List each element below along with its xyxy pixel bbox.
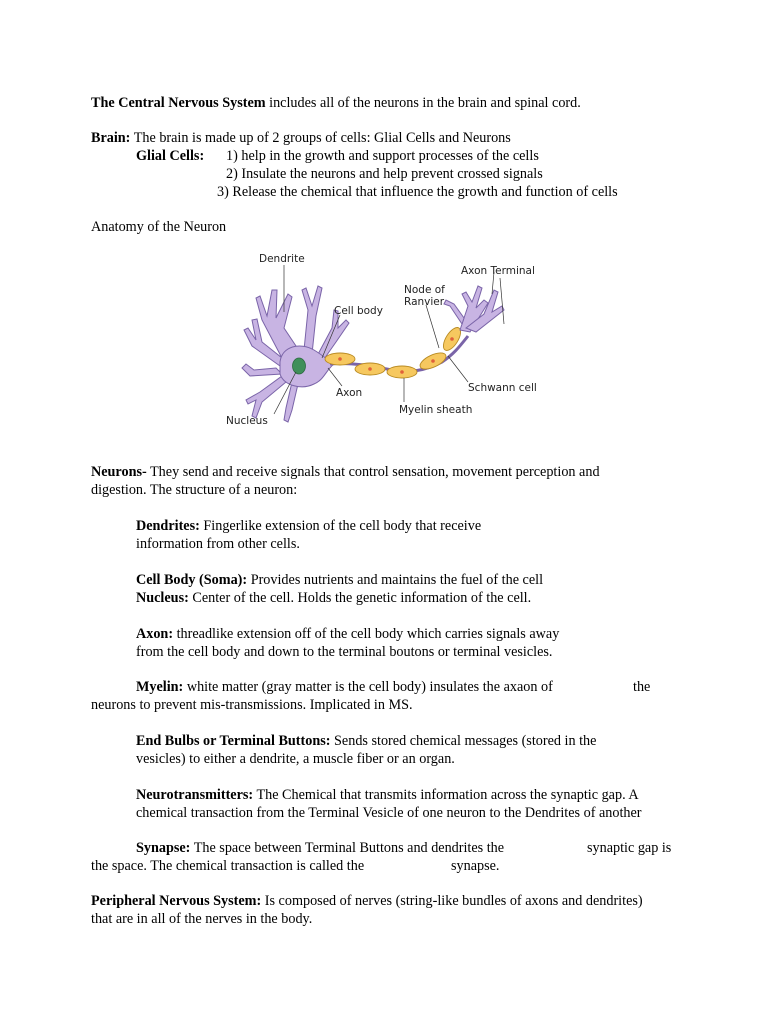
neurons-heading: Neurons-	[91, 464, 147, 480]
neurotransmitters-line2: chemical transaction from the Terminal Vesicle of one neuron to the Dendrites of another	[136, 805, 642, 821]
label-dendrite: Dendrite	[259, 253, 305, 265]
synapse-line2: the space. The chemical transaction is called the	[91, 858, 365, 874]
pns-line1: Peripheral Nervous System: Is composed of nerves (string-like bundles of axons and dendrites)	[91, 893, 643, 909]
myelin-line1: Myelin: white matter (gray matter is the cell body) insulates the axaon of	[136, 679, 553, 695]
brain-text: The brain is made up of 2 groups of cells: Glial Cells and Neurons	[130, 130, 511, 146]
glial-heading: Glial Cells:	[136, 148, 205, 164]
axon-heading: Axon:	[136, 626, 174, 642]
label-cell-body: Cell body	[334, 305, 383, 317]
label-ranvier: Ranvier	[404, 296, 445, 308]
myelin-line1-end: the	[633, 679, 651, 695]
cns-text: includes all of the neurons in the brain and spinal cord.	[265, 95, 581, 111]
brain-paragraph	[91, 129, 511, 147]
label-axon: Axon	[336, 387, 363, 399]
synapse-heading: Synapse:	[136, 840, 191, 856]
nucleus-line: Nucleus: Center of the cell. Holds the genetic information of the cell.	[136, 590, 532, 606]
neurotransmitters-heading: Neurotransmitters:	[136, 787, 254, 803]
axon-terminal-branches	[444, 286, 504, 332]
dendrites-heading: Dendrites:	[136, 518, 200, 534]
glial-item-2: 2) Insulate the neurons and help prevent crossed signals	[226, 166, 543, 182]
cellbody-line: Cell Body (Soma): Provides nutrients and maintains the fuel of the cell	[136, 572, 544, 588]
pns-heading: Peripheral Nervous System:	[91, 893, 262, 909]
synapse-line1: Synapse: The space between Terminal Buttons and dendrites the	[136, 840, 505, 856]
axon-line2: from the cell body and down to the terminal boutons or terminal vesicles.	[136, 644, 553, 660]
neurons-paragraph-line2: digestion. The structure of a neuron:	[91, 482, 298, 498]
label-axon-terminal: Axon Terminal	[461, 265, 535, 277]
anatomy-title: Anatomy of the Neuron	[91, 219, 227, 235]
label-nucleus: Nucleus	[226, 415, 268, 427]
axon-line1: Axon: threadlike extension off of the cell body which carries signals away	[136, 626, 560, 642]
neuron-diagram	[222, 250, 552, 432]
pns-line2: that are in all of the nerves in the body.	[91, 911, 313, 927]
synapse-line2-end: synapse.	[451, 858, 500, 874]
glial-item-1: 1) help in the growth and support processes of the cells	[226, 148, 539, 164]
cellbody-heading: Cell Body (Soma):	[136, 572, 248, 588]
dendrites-line1: Dendrites: Fingerlike extension of the cell body that receive	[136, 518, 482, 534]
nucleus-shape	[293, 358, 306, 374]
nucleus-heading: Nucleus:	[136, 590, 189, 606]
label-node-of: Node of	[404, 284, 445, 296]
neurons-paragraph-line1: Neurons- They send and receive signals that control sensation, movement perception and	[91, 464, 600, 480]
cns-paragraph	[91, 94, 581, 112]
synapse-line1-end: synaptic gap is	[587, 840, 672, 856]
glial-item-3: 3) Release the chemical that influence the growth and function of cells	[217, 184, 618, 200]
endbulbs-line1: End Bulbs or Terminal Buttons: Sends stored chemical messages (stored in the	[136, 733, 597, 749]
myelin-heading: Myelin:	[136, 679, 184, 695]
cns-heading: The Central Nervous System	[91, 95, 266, 111]
myelin-sheath-segments	[325, 325, 464, 378]
myelin-line2: neurons to prevent mis-transmissions. Implicated in MS.	[91, 697, 413, 713]
endbulbs-heading: End Bulbs or Terminal Buttons:	[136, 733, 331, 749]
dendrites-line2: information from other cells.	[136, 536, 300, 552]
label-schwann-cell: Schwann cell	[468, 382, 537, 394]
endbulbs-line2: vesicles) to either a dendrite, a muscle fiber or an organ.	[136, 751, 455, 767]
label-myelin-sheath: Myelin sheath	[399, 404, 473, 416]
brain-heading: Brain:	[91, 130, 131, 146]
neurotransmitters-line1: Neurotransmitters: The Chemical that transmits information across the synaptic gap. A	[136, 787, 639, 803]
